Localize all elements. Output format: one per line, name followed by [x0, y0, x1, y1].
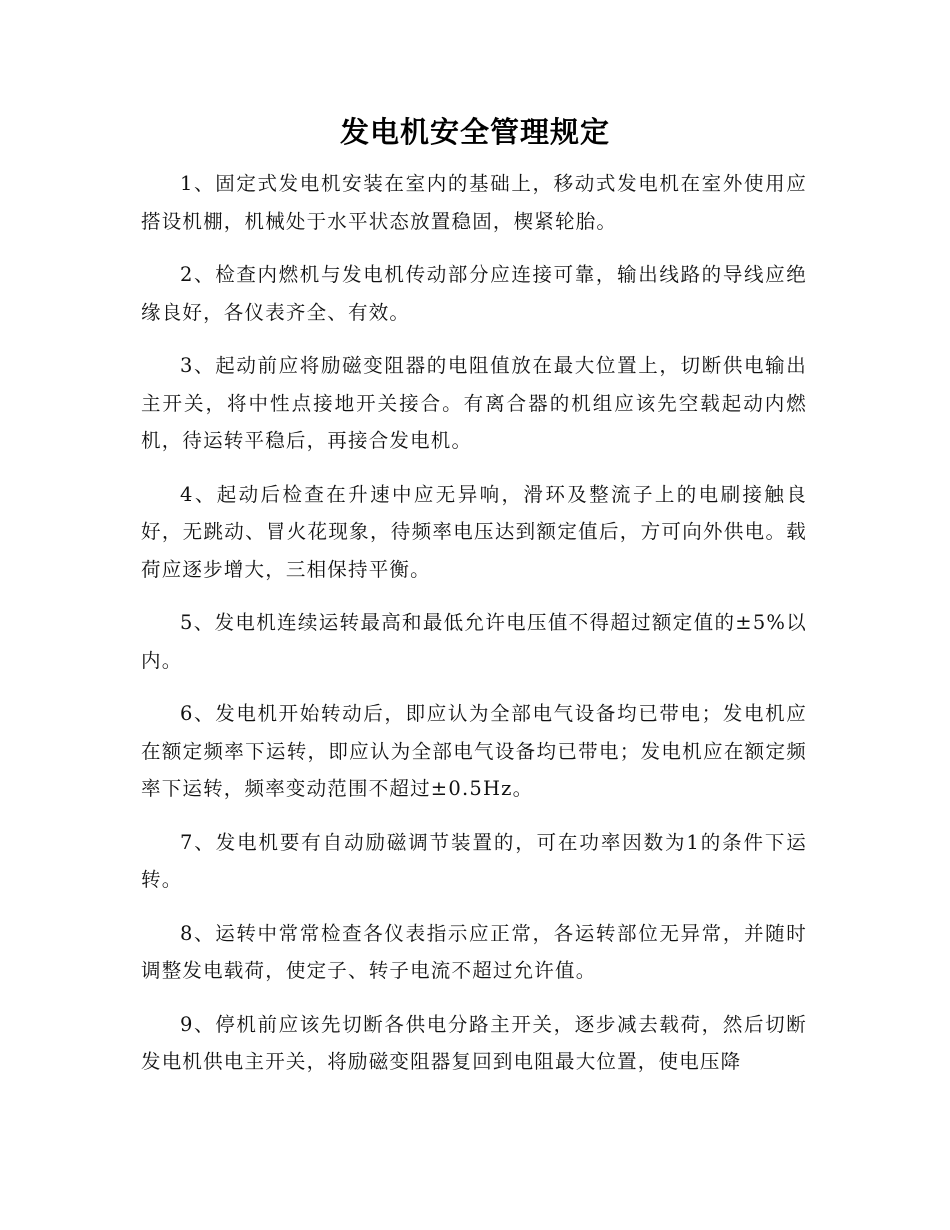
document-body [141, 165, 807, 1097]
paragraph-8: 8、运转中常常检查各仪表指示应正常，各运转部位无异常，并随时调整发电载荷，使定子、转子电流不超过允许值。 [141, 921, 807, 982]
page-title: 发电机安全管理规定 [339, 115, 610, 149]
paragraph-2: 2、检查内燃机与发电机传动部分应连接可靠，输出线路的导线应绝缘良好，各仪表齐全、有效。 [141, 263, 807, 324]
paragraph-4: 4、起动后检查在升速中应无异响，滑环及整流子上的电刷接触良好，无跳动、冒火花现象，待频率电压达到额定值后，方可向外供电。载荷应逐步增大，三相保持平衡。 [141, 482, 807, 581]
paragraph-6: 6、发电机开始转动后，即应认为全部电气设备均已带电；发电机应在额定频率下运转，即应认为全部电气设备均已带电；发电机应在额定频率下运转，频率变动范围不超过±0.5Hz。 [141, 702, 807, 800]
paragraph-5: 5、发电机连续运转最高和最低允许电压值不得超过额定值的±5%以内。 [141, 611, 807, 672]
paragraph-1: 1、固定式发电机安装在室内的基础上，移动式发电机在室外使用应搭设机棚，机械处于水平状态放置稳固，楔紧轮胎。 [141, 172, 807, 233]
paragraph-9: 9、停机前应该先切断各供电分路主开关，逐步减去载荷，然后切断发电机供电主开关，将励磁变阻器复回到电阻最大位置，使电压降 [141, 1012, 807, 1073]
paragraph-7: 7、发电机要有自动励磁调节装置的，可在功率因数为1的条件下运转。 [141, 830, 807, 891]
paragraph-3: 3、起动前应将励磁变阻器的电阻值放在最大位置上，切断供电输出主开关，将中性点接地开关接合。有离合器的机组应该先空载起动内燃机，待运转平稳后，再接合发电机。 [141, 354, 807, 452]
